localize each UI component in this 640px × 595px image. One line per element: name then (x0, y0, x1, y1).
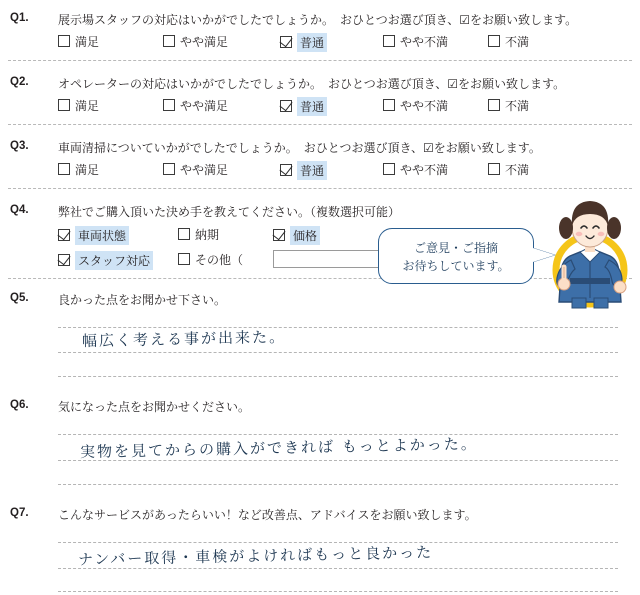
checkbox-icon[interactable] (488, 35, 500, 47)
option-q2-4[interactable]: 不満 (488, 97, 529, 114)
divider (8, 60, 632, 61)
checkbox-checked-icon[interactable] (280, 36, 292, 48)
question-id-q4: Q4. (10, 204, 29, 216)
option-q3-0[interactable]: 満足 (58, 161, 99, 178)
option-q1-4[interactable]: 不満 (488, 33, 529, 50)
answer-line (58, 591, 618, 592)
staff-character-illustration (540, 198, 640, 310)
choice-q4-2[interactable]: 価格 (273, 226, 320, 245)
choice-q4-3[interactable]: スタッフ対応 (58, 251, 153, 270)
checkbox-icon[interactable] (163, 35, 175, 47)
options-q3 (58, 161, 578, 179)
checkbox-icon[interactable] (383, 163, 395, 175)
bubble-line-2: お待ちしています。 (402, 259, 510, 273)
checkbox-icon[interactable] (58, 163, 70, 175)
checkbox-checked-icon[interactable] (280, 100, 292, 112)
question-id-q6: Q6. (10, 399, 29, 411)
question-id-q5: Q5. (10, 292, 29, 304)
option-q2-2[interactable]: 普通 (280, 97, 327, 116)
option-q1-1[interactable]: やや満足 (163, 33, 228, 50)
option-q1-0[interactable]: 満足 (58, 33, 99, 50)
option-q3-4[interactable]: 不満 (488, 161, 529, 178)
checkbox-checked-icon[interactable] (58, 254, 70, 266)
checkbox-icon[interactable] (383, 35, 395, 47)
option-q2-1[interactable]: やや満足 (163, 97, 228, 114)
options-q1 (58, 33, 578, 51)
option-q3-3[interactable]: やや不満 (383, 161, 448, 178)
handwritten-answer-q6: 実物を見てからの購入ができれば もっとよかった。 (79, 434, 478, 462)
answer-line (58, 568, 618, 569)
question-text-q4: 弊社でご購入頂いた決め手を教えてください。（複数選択可能） (58, 205, 401, 219)
question-text-q5: 良かった点をお聞かせ下さい。 (58, 293, 227, 307)
choice-q4-4[interactable]: その他（ (178, 251, 243, 268)
speech-bubble (378, 228, 534, 284)
checkbox-icon[interactable] (488, 99, 500, 111)
checkbox-icon[interactable] (58, 99, 70, 111)
options-q2 (58, 97, 578, 115)
other-text-input[interactable] (273, 250, 387, 268)
checkbox-checked-icon[interactable] (280, 164, 292, 176)
question-text-q1: 展示場スタッフの対応はいかがでしたでしょうか。 おひとつお選び頂き、☑をお願い致します。 (58, 13, 578, 27)
checkbox-icon[interactable] (163, 99, 175, 111)
checkbox-icon[interactable] (163, 163, 175, 175)
choice-q4-1[interactable]: 納期 (178, 226, 219, 243)
question-id-q1: Q1. (10, 12, 29, 24)
answer-line (58, 460, 618, 461)
option-q2-3[interactable]: やや不満 (383, 97, 448, 114)
checkbox-icon[interactable] (58, 35, 70, 47)
question-text-q2: オペレーターの対応はいかがでしたでしょうか。 おひとつお選び頂き、☑をお願い致します。 (58, 77, 566, 91)
question-id-q7: Q7. (10, 507, 29, 519)
checkbox-icon[interactable] (178, 253, 190, 265)
divider (8, 188, 632, 189)
question-id-q3: Q3. (10, 140, 29, 152)
answer-line (58, 327, 618, 328)
handwritten-answer-q5: 幅広く考える事が出来た。 (81, 327, 287, 351)
question-text-q7: こんなサービスがあったらいい！など改善点、アドバイスをお願い致します。 (58, 508, 477, 522)
checkbox-icon[interactable] (488, 163, 500, 175)
option-q1-2[interactable]: 普通 (280, 33, 327, 52)
option-q3-2[interactable]: 普通 (280, 161, 327, 180)
option-q1-3[interactable]: やや不満 (383, 33, 448, 50)
answer-line (58, 484, 618, 485)
bubble-line-1: ご意見・ご指摘 (413, 241, 498, 255)
divider (8, 278, 632, 279)
question-text-q6: 気になった点をお聞かせください。 (58, 400, 251, 414)
checkbox-checked-icon[interactable] (58, 229, 70, 241)
checkbox-checked-icon[interactable] (273, 229, 285, 241)
checkbox-icon[interactable] (383, 99, 395, 111)
question-text-q3: 車両清掃についていかがでしたでしょうか。 おひとつお選び頂き、☑をお願い致します。 (58, 141, 541, 155)
handwritten-answer-q7: ナンバー取得・車検がよければもっと良かった (77, 543, 434, 569)
divider (8, 124, 632, 125)
option-q3-1[interactable]: やや満足 (163, 161, 228, 178)
choice-q4-0[interactable]: 車両状態 (58, 226, 129, 245)
answer-line (58, 352, 618, 353)
question-id-q2: Q2. (10, 76, 29, 88)
answer-line (58, 376, 618, 377)
option-q2-0[interactable]: 満足 (58, 97, 99, 114)
checkbox-icon[interactable] (178, 228, 190, 240)
